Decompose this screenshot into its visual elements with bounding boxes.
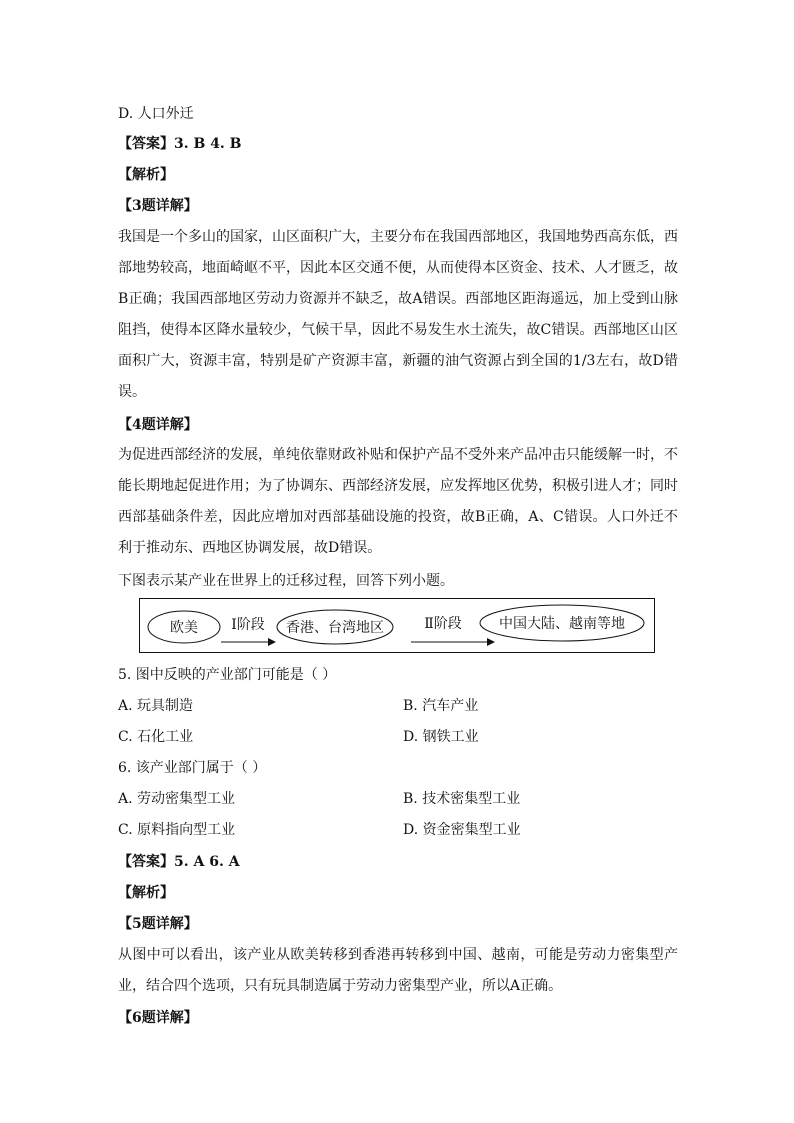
- q6-option-a: A. 劳动密集型工业: [118, 791, 236, 807]
- q5-question: 5. 图中反映的产业部门可能是（ ）: [118, 667, 337, 683]
- node-hongkong-taiwan-label: 香港、台湾地区: [286, 620, 384, 636]
- stage-1-label: Ⅰ阶段: [231, 617, 265, 633]
- node-mainland-vietnam-label: 中国大陆、越南等地: [499, 616, 625, 632]
- q6-detail-title: 【6题详解】: [118, 1010, 198, 1026]
- q3-option-d: D. 人口外迁: [118, 106, 194, 122]
- q6-option-d: D. 资金密集型工业: [403, 822, 521, 838]
- q5-option-a: A. 玩具制造: [118, 698, 194, 714]
- stage-2-label: Ⅱ阶段: [424, 616, 462, 632]
- q5-option-c: C. 石化工业: [118, 729, 194, 745]
- q6-question: 6. 该产业部门属于（ ）: [118, 760, 267, 776]
- analysis-label: 【解析】: [118, 167, 174, 183]
- intro-text: 下图表示某产业在世界上的迁移过程，回答下列小题。: [118, 573, 454, 589]
- q5-detail-title: 【5题详解】: [118, 916, 198, 932]
- analysis-label: 【解析】: [118, 885, 174, 901]
- industry-migration-diagram: [139, 598, 655, 653]
- q4-explanation: 为促进西部经济的发展，单纯依靠财政补贴和保护产品不受外来产品冲击只能缓解一时，不能长期地起促进作用；为了协调东、西部经济发展，应发挥地区优势，积极引进人才；同时西部基础条件差，因此应增加对西部基础设施的投资，故B正确，A、C错误。人口外迁不利于推动东、西地区协调发展，故D错误。: [118, 447, 678, 556]
- q6-option-c: C. 原料指向型工业: [118, 822, 236, 838]
- q5-explanation: 从图中可以看出，该产业从欧美转移到香港再转移到中国、越南，可能是劳动力密集型产业，结合四个选项，只有玩具制造属于劳动力密集型产业，所以A正确。: [118, 947, 678, 994]
- q3-detail-title: 【3题详解】: [118, 198, 198, 214]
- q5-option-b: B. 汽车产业: [403, 698, 479, 714]
- q4-detail-title: 【4题详解】: [118, 417, 198, 433]
- answer-3-4: 【答案】3. B 4. B: [118, 136, 242, 152]
- node-europe-america-label: 欧美: [170, 620, 198, 636]
- q5-option-d: D. 钢铁工业: [403, 729, 479, 745]
- q3-explanation: 我国是一个多山的国家，山区面积广大，主要分布在我国西部地区，我国地势西高东低，西部地势较高，地面崎岖不平，因此本区交通不便，从而使得本区资金、技术、人才匮乏，故B正确；我国西部地区劳动力资源并不缺乏，故A错误。西部地区距海遥远，加上受到山脉阻挡，使得本区降水量较少，气候干旱，因此不易发生水土流失，故C错误。西部地区山区面积广大，资源丰富，特别是矿产资源丰富，新疆的油气资源占到全国的1/3左右，故D错误。: [118, 229, 678, 400]
- q6-option-b: B. 技术密集型工业: [403, 791, 521, 807]
- answer-5-6: 【答案】5. A 6. A: [118, 854, 240, 870]
